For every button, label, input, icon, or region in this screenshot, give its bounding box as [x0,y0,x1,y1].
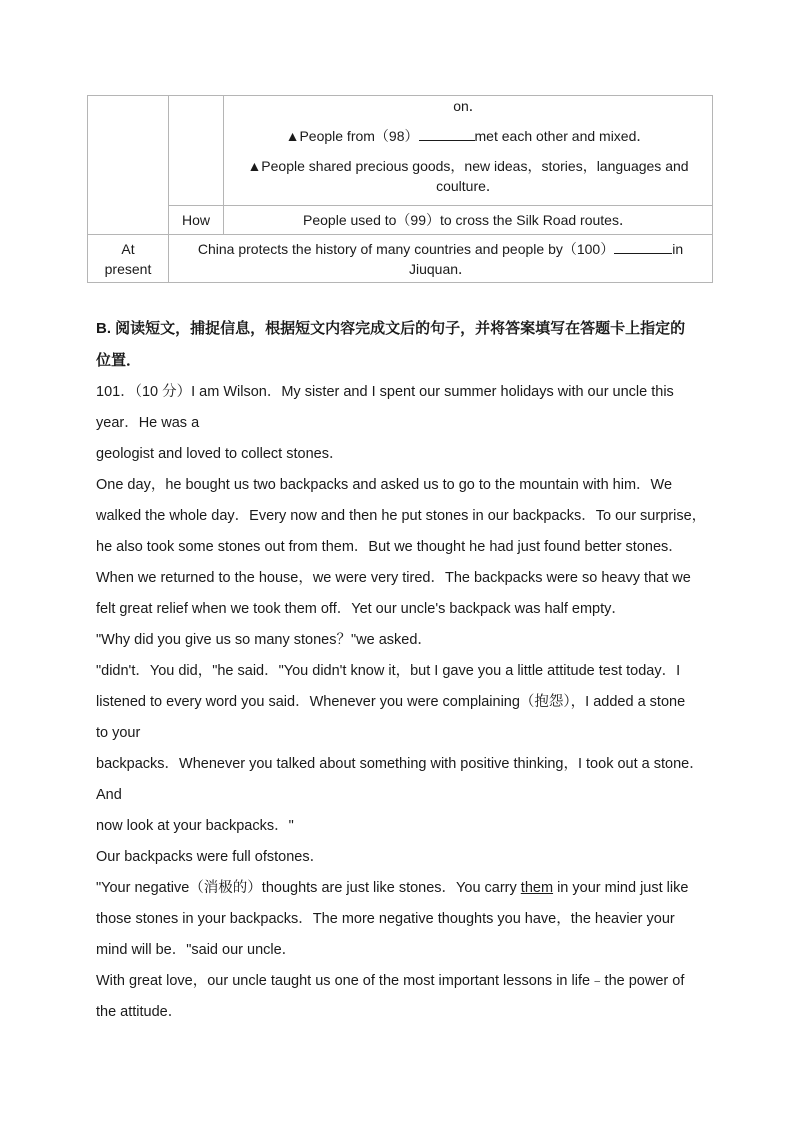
table-cell-at-present-content: China protects the history of many countries and people by（100） in Jiuquan． [169,235,713,283]
passage-line: backpacks．Whenever you talked about something with positive thinking，I took out a stone． [96,756,704,772]
passage-line: year．He was a [96,415,200,431]
table-row-3 [88,235,713,283]
passage-line: With great love，our uncle taught us one of the most important lessons in life﹣the power of [96,973,685,989]
passage-line: he also took some stones out from them．But we thought he had just found better stones． [96,539,683,555]
blank-98 [419,126,475,141]
passage-line: felt great relief when we took them off．Yet our uncle's backpack was half empty． [96,601,626,617]
section-b-heading: B. 阅读短文，捕捉信息，根据短文内容完成文后的句子，并将答案填写在答题卡上指定的 位置． [96,320,686,369]
passage-line: When we returned to the house，we were very tired．The backpacks were so heavy that we [96,570,691,586]
passage-line: walked the whole day．Every now and then he put stones in our backpacks．To our surprise， [96,508,707,524]
passage-line: geologist and loved to collect stones． [96,446,344,462]
silk-road-table [87,95,713,283]
table-cell-at-present-label: At present [88,235,169,283]
table-row-1 [88,96,713,206]
passage-line: "didn't．You did，"he said．"You didn't know it，but I gave you a little attitude test today．I [96,663,681,679]
table-line-people-from: ▲People from（98） met each other and mixed． [285,128,651,144]
table-row-2 [88,206,713,235]
table-line-shared-goods: ▲People shared precious goods，new ideas，stories，languages and [247,158,689,174]
passage-line: to your [96,725,141,741]
passage-line: And [96,787,122,803]
table-cell-how-label: How [169,206,224,235]
passage-line: the attitude． [96,1004,183,1020]
table-line-on: on． [453,98,483,114]
passage-line: those stones in your backpacks．The more negative thoughts you have，the heavier your [96,911,675,927]
table-line-culture: coulture． [436,178,500,194]
passage-line: Our backpacks were full ofstones． [96,849,325,865]
passage-line-negative: "Your negative（消极的）thoughts are just like stones．You carry them in your mind just like [96,880,689,896]
passage-line: now look at your backpacks．" [96,818,294,834]
table-cell-what-content [224,96,713,206]
passage-line: mind will be．"said our uncle． [96,942,297,958]
table-cell-how-content: People used to（99）to cross the Silk Road routes． [224,206,713,235]
section-b-body [96,313,706,1028]
table-cell-period-empty [88,96,169,235]
passage-line: One day，he bought us two backpacks and asked us to go to the mountain with him．We [96,477,673,493]
blank-100 [614,239,672,254]
underlined-word-them: them [520,880,554,896]
passage-line: "Why did you give us so many stones？"we asked． [96,632,432,648]
passage-line: listened to every word you said．Whenever you were complaining（抱怨），I added a stone [96,694,686,710]
table-cell-aspect-empty [169,96,224,206]
passage-line: 101．（10 分）I am Wilson．My sister and I spent our summer holidays with our uncle this [96,384,674,400]
